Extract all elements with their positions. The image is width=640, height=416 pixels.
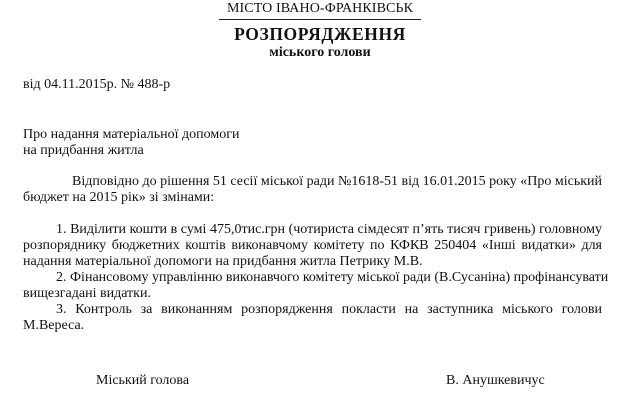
signature-name: В. Анушкевичус <box>446 373 545 388</box>
item-1-line-1: 1. Виділити кошти в сумі 475,0тис.грн (чотириста сімдесят п’ять тисяч гривень) головному <box>56 222 602 237</box>
date-number: від 04.11.2015р. № 488-р <box>23 77 171 92</box>
preamble-line-2: бюджет на 2015 рік» зі змінами: <box>23 190 215 205</box>
document-subtitle: міського голови <box>269 45 371 60</box>
signature-position: Міський голова <box>96 373 190 388</box>
subject-line-2: на придбання житла <box>23 143 144 158</box>
item-2-line-2: вищезгадані видатки. <box>23 286 151 301</box>
item-2-line-1: 2. Фінансовому управлінню виконавчого комітету міської ради (В.Сусаніна) профінансувати <box>56 270 609 285</box>
document-title: РОЗПОРЯДЖЕННЯ <box>234 24 406 44</box>
subject-line-1: Про надання матеріальної допомоги <box>23 127 240 142</box>
item-3-line-2: М.Вереса. <box>23 318 85 333</box>
item-1-line-2: розпоряднику бюджетних коштів виконавчому комітету по КФКВ 250404 «Інші видатки» для <box>23 238 602 253</box>
city-name: МІСТО ІВАНО-ФРАНКІВСЬК <box>226 1 414 16</box>
header-underline <box>219 19 421 20</box>
item-1-line-3: надання матеріальної допомоги на придбання житла Петрику М.В. <box>23 254 423 269</box>
item-3-line-1: 3. Контроль за виконанням розпорядження покласти на заступника міського голови <box>56 302 602 317</box>
preamble-line-1: Відповідно до рішення 51 сесії міської ради №1618-51 від 16.01.2015 року «Про міський <box>72 174 602 189</box>
